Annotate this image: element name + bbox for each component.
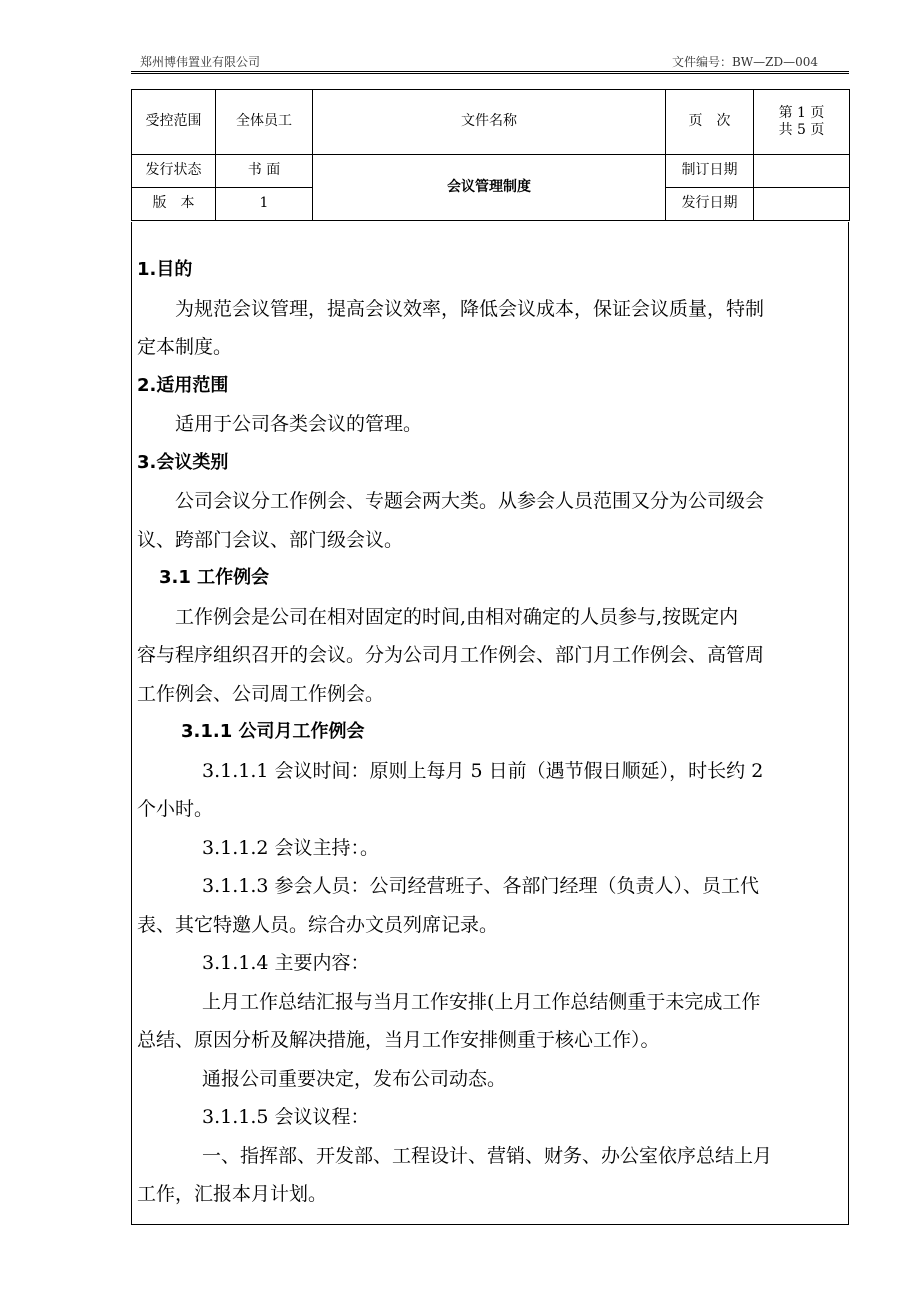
paragraph-line: 容与程序组织召开的会议。分为公司月工作例会、部门月工作例会、高管周: [137, 644, 765, 666]
scope-label: 受控范围: [132, 90, 216, 155]
paragraph-line: 工作例会是公司在相对固定的时间,由相对确定的人员参与,按既定内: [175, 605, 739, 628]
doc-name-label: 文件名称: [313, 90, 666, 155]
paragraph-line: 公司会议分工作例会、专题会两大类。从参会人员范围又分为公司级会: [175, 490, 765, 512]
paragraph-line: 3.1.1.1 会议时间：原则上每月 5 日前（遇节假日顺延），时长约 2: [202, 759, 764, 782]
document-meta-table: [131, 89, 850, 221]
section-title: 2.适用范围: [137, 374, 229, 396]
paragraph-line: 通报公司重要决定，发布公司动态。: [202, 1067, 507, 1090]
subsection-title: 3.1 工作例会: [159, 567, 270, 588]
page-current: 第 1 页: [778, 104, 825, 121]
scope-value: 全体员工: [216, 90, 313, 155]
page-info: [754, 90, 850, 155]
file-number: 文件编号：BW—ZD—004: [671, 55, 818, 69]
paragraph-line: 一、指挥部、开发部、工程设计、营销、财务、办公室依序总结上月: [202, 1144, 773, 1167]
header-rule-2: [131, 73, 849, 74]
version-label: 版 本: [132, 188, 216, 221]
paragraph-line: 总结、原因分析及解决措施，当月工作安排侧重于核心工作）。: [137, 1029, 660, 1051]
status-value: 书 面: [216, 155, 313, 188]
version-value: 1: [216, 188, 313, 221]
page-total: 共 5 页: [778, 122, 825, 138]
paragraph-line: 3.1.1.5 会议议程：: [202, 1106, 370, 1128]
paragraph-line: 适用于公司各类会议的管理。: [175, 413, 423, 435]
paragraph-line: 3.1.1.4 主要内容：: [202, 952, 370, 974]
status-label: 发行状态: [132, 155, 216, 188]
revise-date-label: 制订日期: [666, 155, 754, 188]
paragraph-line: 为规范会议管理，提高会议效率，降低会议成本，保证会议质量，特制: [175, 297, 765, 320]
revise-date-value: [754, 155, 850, 188]
subsubsection-title: 3.1.1 公司月工作例会: [181, 721, 365, 742]
section-title: 3.会议类别: [137, 451, 229, 473]
doc-title: 会议管理制度: [313, 155, 666, 221]
company-name: 郑州博伟置业有限公司: [140, 55, 261, 69]
header-rule: [131, 71, 849, 72]
paragraph-line: 工作例会、公司周工作例会。: [137, 682, 385, 705]
section-title: 1.目的: [137, 259, 193, 280]
paragraph-line: 上月工作总结汇报与当月工作安排(上月工作总结侧重于未完成工作: [202, 990, 761, 1013]
paragraph-line: 表、其它特邀人员。综合办文员列席记录。: [137, 913, 499, 936]
paragraph-line: 定本制度。: [137, 336, 233, 358]
paragraph-line: 3.1.1.3 参会人员：公司经营班子、各部门经理（负责人）、员工代: [202, 875, 760, 897]
issue-date-value: [754, 188, 850, 221]
document-body: [137, 251, 843, 1214]
paragraph-line: 个小时。: [137, 798, 214, 820]
issue-date-label: 发行日期: [666, 188, 754, 221]
paragraph-line: 议、跨部门会议、部门级会议。: [137, 528, 404, 551]
page-label: 页 次: [666, 90, 754, 155]
paragraph-line: 3.1.1.2 会议主持：。: [202, 836, 380, 859]
paragraph-line: 工作，汇报本月计划。: [137, 1183, 328, 1205]
